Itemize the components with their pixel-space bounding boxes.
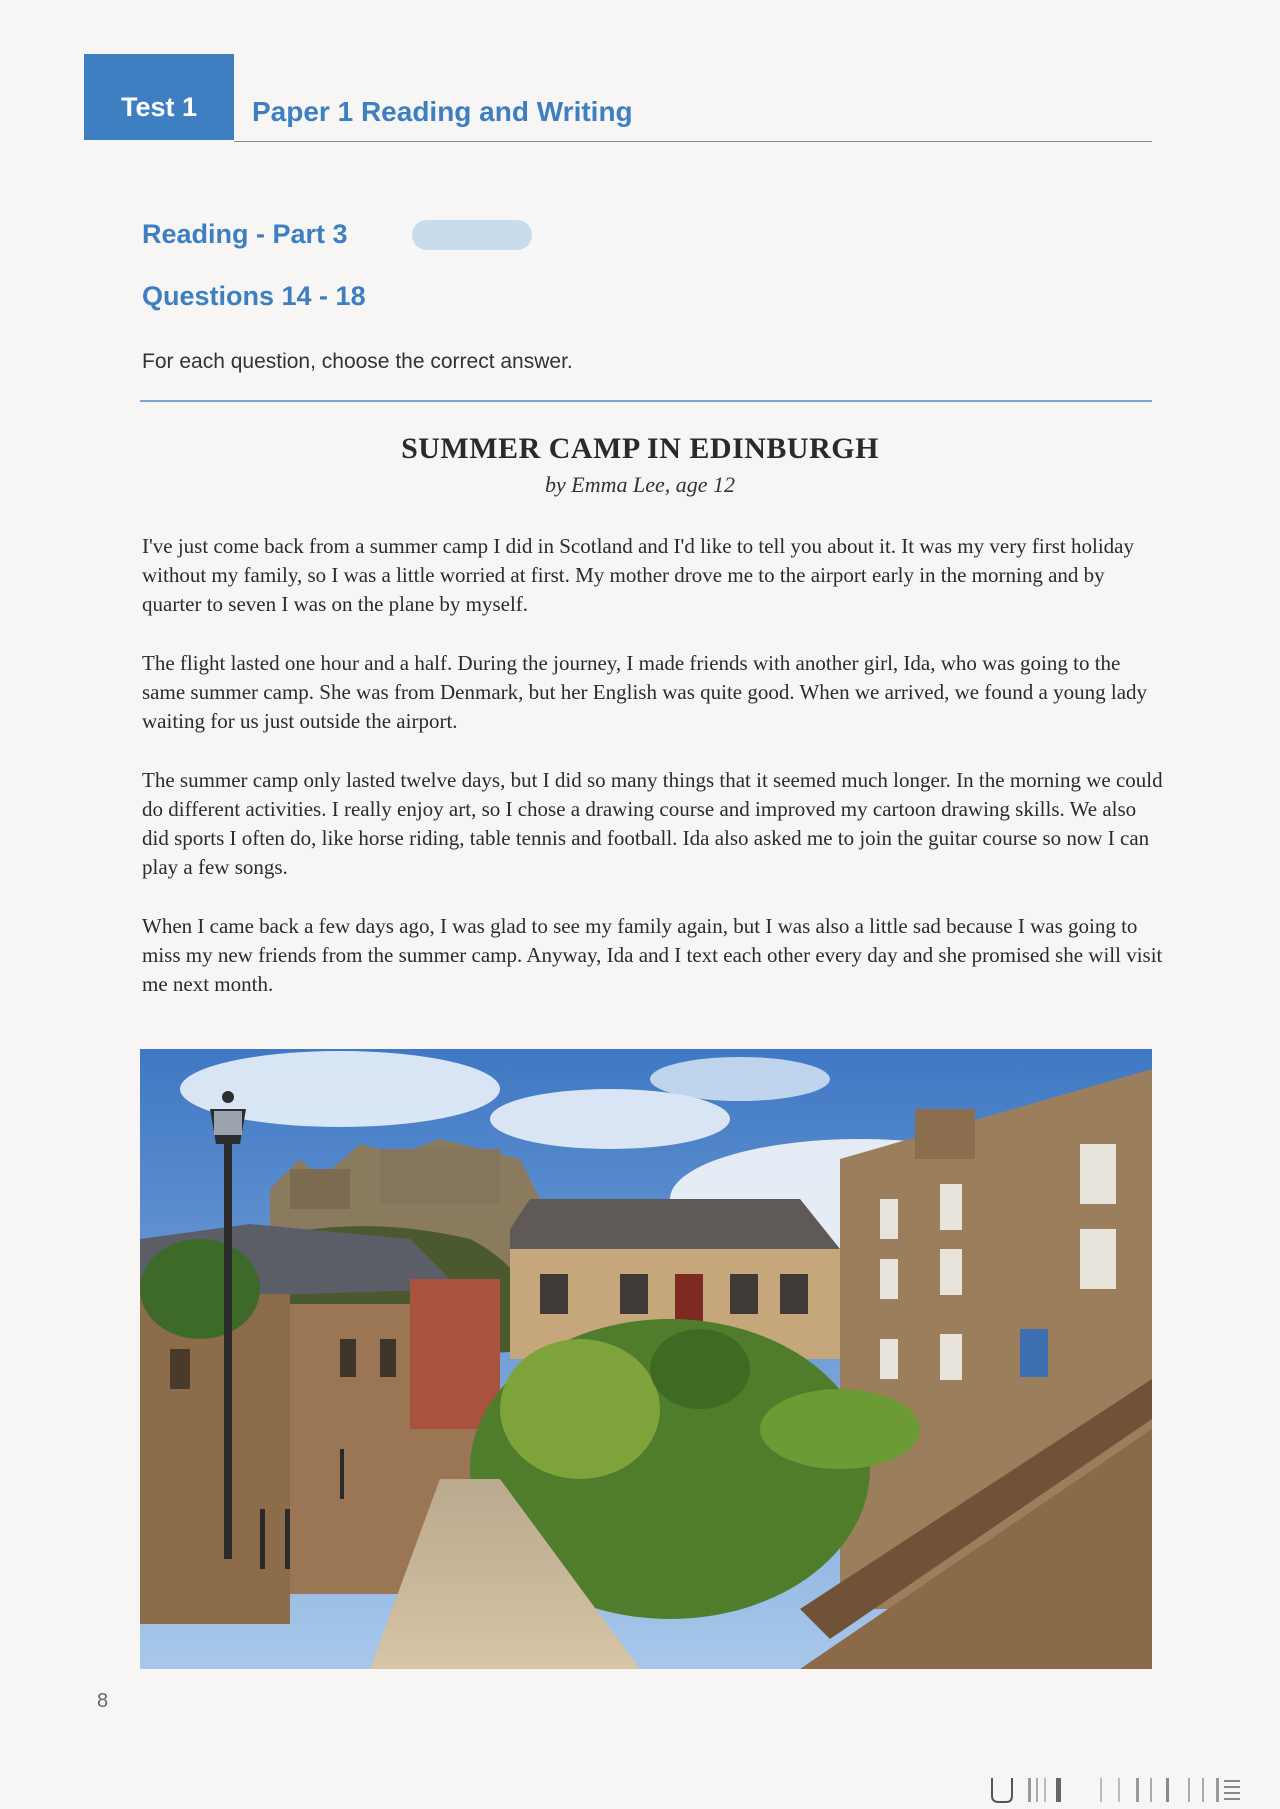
section-divider bbox=[140, 400, 1152, 402]
test-label: Test 1 bbox=[120, 91, 198, 122]
questions-range: Questions 14 - 18 bbox=[142, 281, 366, 311]
article-paragraph: The summer camp only lasted twelve days, but I did so many things that it seemed much longer. In the morning we could do different activities. I really enjoy art, so I chose a drawing course and improved my cartoon drawing skills. We also did sports I often do, like horse riding, table tennis and football. Ida also asked me to join the guitar course so now I can play a few songs. bbox=[142, 768, 1163, 879]
article-body bbox=[142, 532, 1167, 1029]
header-divider bbox=[234, 141, 1152, 142]
page-number: 8 bbox=[97, 1690, 109, 1712]
paper-title: Paper 1 Reading and Writing bbox=[252, 96, 633, 127]
article-paragraph: The flight lasted one hour and a half. During the journey, I made friends with another girl, Ida, who was going to the same summer camp. She was from Denmark, but her English was quite good. When we arrived, we found a young lady waiting for us just outside the airport. bbox=[142, 651, 1148, 733]
article-byline: by Emma Lee, age 12 bbox=[544, 472, 735, 497]
test-label-tab bbox=[84, 54, 234, 140]
article-title: SUMMER CAMP IN EDINBURGH bbox=[401, 432, 879, 465]
article-paragraph: When I came back a few days ago, I was glad to see my family again, but I was also a little sad because I was going to miss my new friends from the summer camp. Anyway, Ida and I text each other every day and she promised she will visit me next month. bbox=[142, 914, 1163, 996]
article-paragraph: I've just come back from a summer camp I did in Scotland and I'd like to tell you about it. It was my very first holiday without my family, so I was a little worried at first. My mother drove me to the airport early in the morning and by quarter to seven I was on the plane by myself. bbox=[142, 534, 1135, 616]
audio-badge bbox=[412, 220, 532, 250]
edinburgh-photo bbox=[140, 1049, 1152, 1669]
barcode-icon bbox=[990, 1772, 1250, 1806]
section-title: Reading - Part 3 bbox=[142, 219, 348, 249]
instruction-text: For each question, choose the correct answer. bbox=[142, 350, 573, 373]
